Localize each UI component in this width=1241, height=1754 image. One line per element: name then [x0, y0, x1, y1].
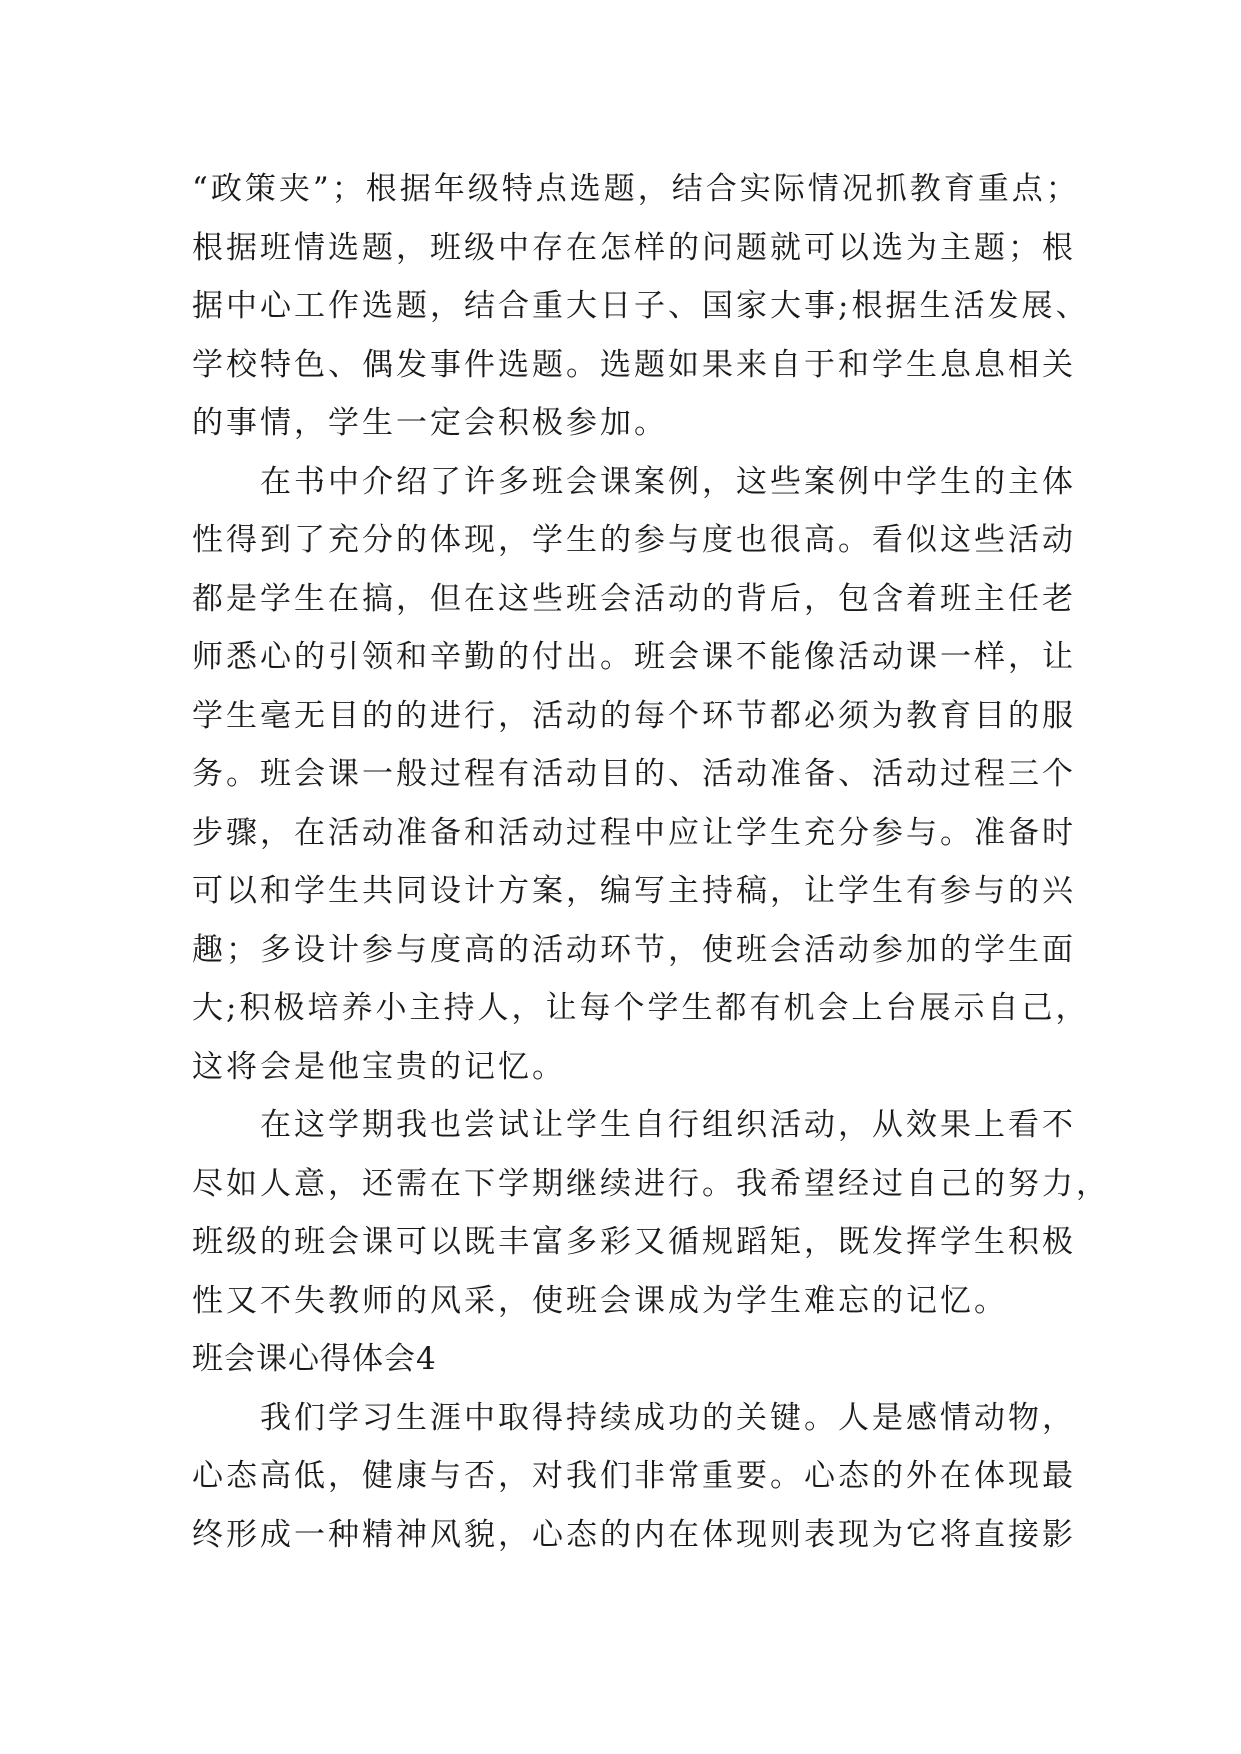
body-line: 在这学期我也尝试让学生自行组织活动，从效果上看不 [192, 1107, 1076, 1143]
body-line: 步骤，在活动准备和活动过程中应让学生充分参与。准备时 [192, 814, 1076, 851]
body-line: 的事情，学生一定会积极参加。 [192, 405, 668, 441]
body-line: 师悉心的引领和辛勤的付出。班会课不能像活动课一样，让 [192, 639, 1076, 675]
body-line: 务。班会课一般过程有活动目的、活动准备、活动过程三个 [192, 756, 1076, 792]
section-heading: 班会课心得体会4 [192, 1341, 437, 1377]
body-line: 都是学生在搞，但在这些班会活动的背后，包含着班主任老 [192, 580, 1076, 617]
body-line: 在书中介绍了许多班会课案例，这些案例中学生的主体 [192, 463, 1076, 500]
body-line: 趣；多设计参与度高的活动环节，使班会活动参加的学生面 [192, 931, 1076, 968]
body-line: 可以和学生共同设计方案，编写主持稿，让学生有参与的兴 [192, 873, 1076, 909]
body-line: 终形成一种精神风貌，心态的内在体现则表现为它将直接影 [192, 1516, 1076, 1553]
body-line: 心态高低，健康与否，对我们非常重要。心态的外在体现最 [192, 1458, 1076, 1494]
body-line: 我们学习生涯中取得持续成功的关键。人是感情动物， [192, 1399, 1076, 1436]
body-line: “政策夹”；根据年级特点选题，结合实际情况抓教育重点； [192, 171, 1080, 207]
body-line: 大;积极培养小主持人，让每个学生都有机会上台展示自己， [192, 990, 1090, 1026]
body-line: 性得到了充分的体现，学生的参与度也很高。看似这些活动 [192, 522, 1076, 558]
body-line: 学校特色、偶发事件选题。选题如果来自于和学生息息相关 [192, 346, 1076, 383]
body-line: 尽如人意，还需在下学期继续进行。我希望经过自己的努力， [192, 1165, 1110, 1202]
document-body [192, 160, 1110, 1564]
body-line: 这将会是他宝贵的记忆。 [192, 1048, 566, 1085]
body-line: 据中心工作选题，结合重大日子、国家大事;根据生活发展、 [192, 288, 1090, 324]
body-line: 班级的班会课可以既丰富多彩又循规蹈矩，既发挥学生积极 [192, 1224, 1076, 1260]
body-line: 学生毫无目的的进行，活动的每个环节都必须为教育目的服 [192, 697, 1076, 734]
body-line: 根据班情选题，班级中存在怎样的问题就可以选为主题；根 [192, 229, 1076, 266]
body-line: 性又不失教师的风采，使班会课成为学生难忘的记忆。 [192, 1282, 1008, 1319]
